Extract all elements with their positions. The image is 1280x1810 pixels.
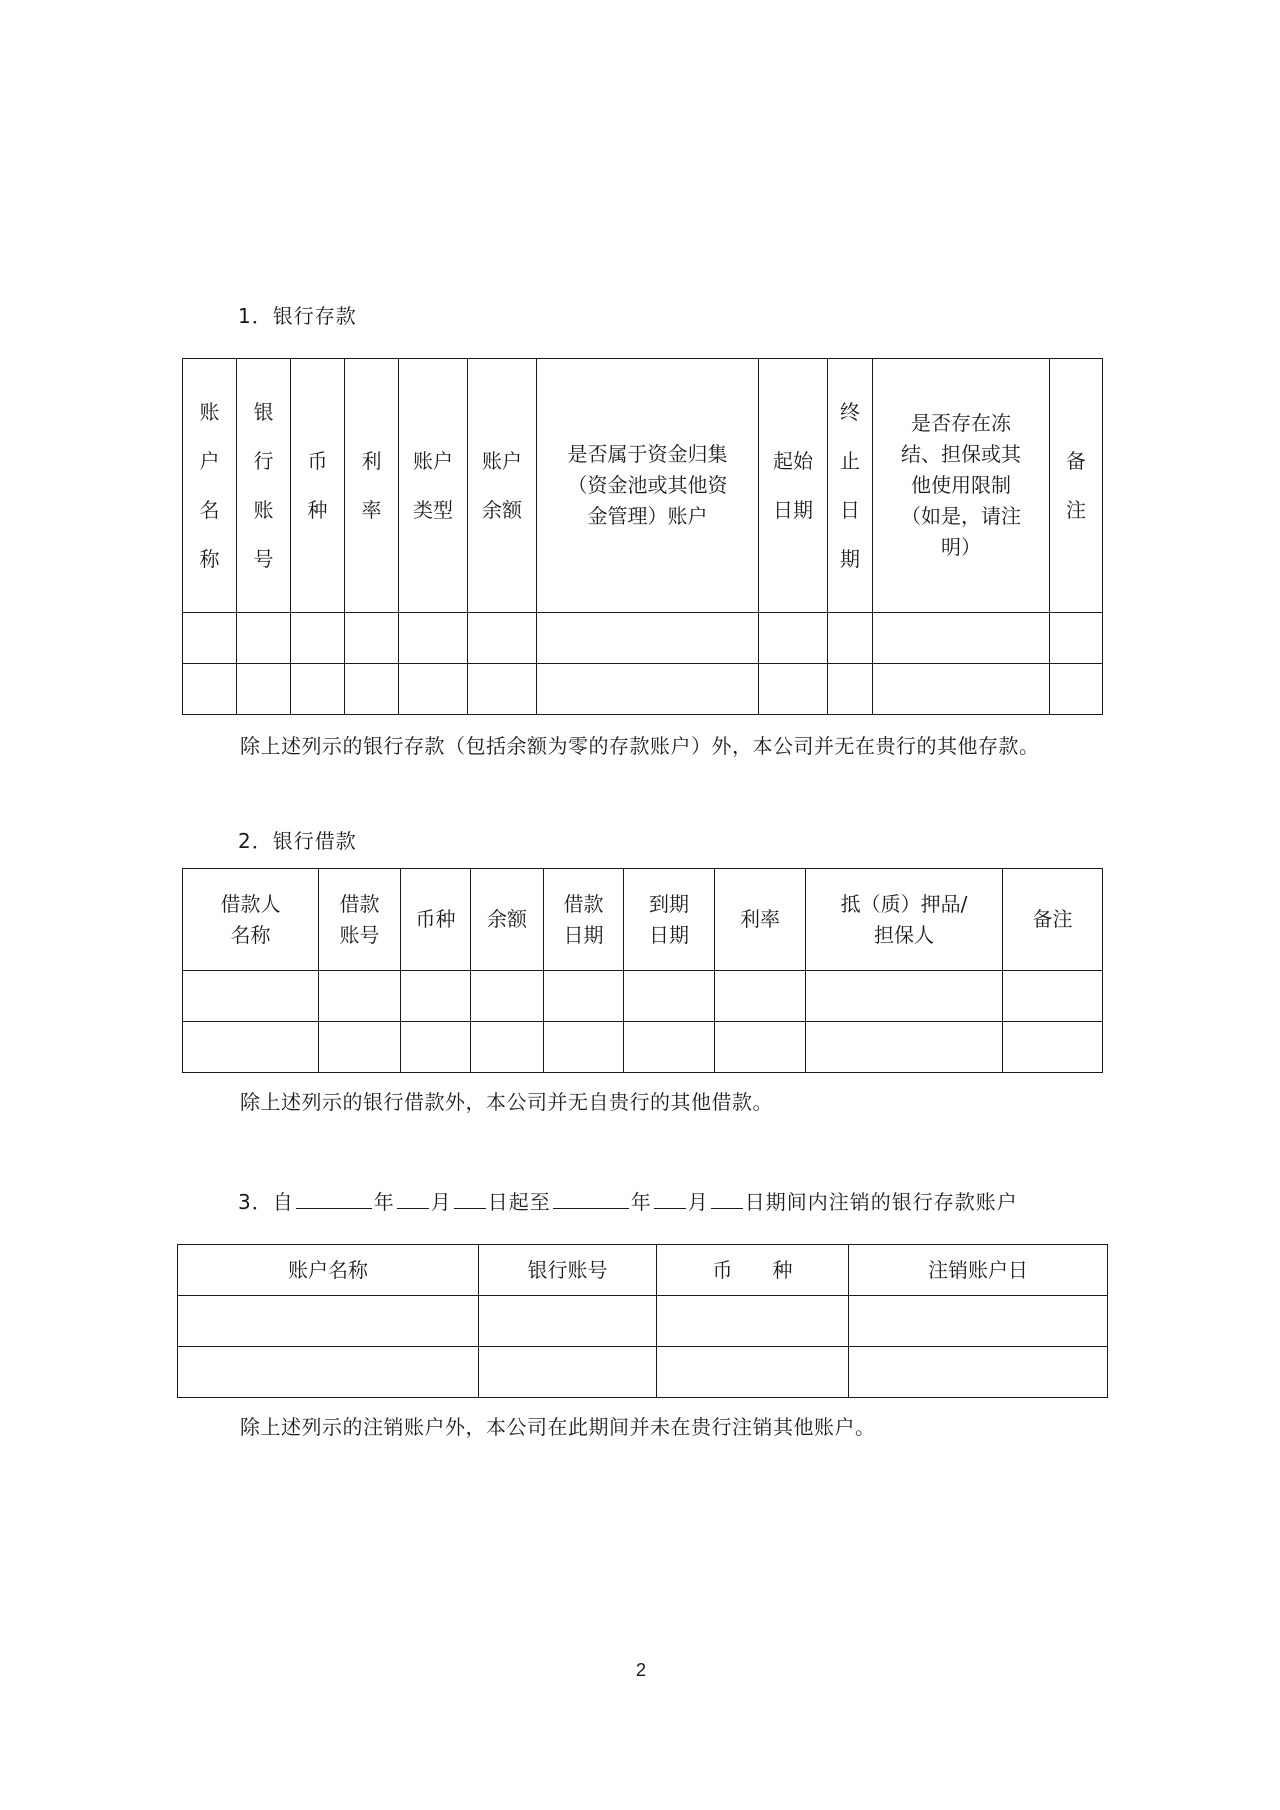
blank-month-end[interactable] [654,1188,686,1209]
blank-day-start[interactable] [454,1188,486,1209]
section3-heading: 3．自 年 月 日起至 年 月 日期间内注销的银行存款账户 [238,1190,1018,1214]
header-cell: 币 种 [657,1245,849,1296]
header-cell: 借款人 名称 [183,869,319,971]
blank-month-start[interactable] [397,1188,429,1209]
header-cell: 余额 [471,869,544,971]
section2-note: 除上述列示的银行借款外，本公司并无自贵行的其他借款。 [240,1090,773,1114]
closed-accounts-table [177,1244,1108,1398]
header-cell: 账户名称 [183,359,237,613]
header-cell: 银行账号 [237,359,291,613]
table-row [183,613,1103,664]
section1-note: 除上述列示的银行存款（包括余额为零的存款账户）外，本公司并无在贵行的其他存款。 [240,734,1040,758]
header-cell: 银行账号 [479,1245,657,1296]
header-cell: 账户类型 [399,359,468,613]
table-row [183,1022,1103,1073]
header-cell: 是否属于资金归集 （资金池或其他资 金管理）账户 [537,359,759,613]
header-cell: 到期 日期 [624,869,715,971]
header-cell: 备注 [1050,359,1103,613]
header-cell: 借款 账号 [319,869,401,971]
header-cell: 利率 [345,359,399,613]
table-row [178,1347,1108,1398]
header-cell: 是否存在冻 结、担保或其 他使用限制 （如是，请注 明） [873,359,1050,613]
table-row [178,1296,1108,1347]
blank-day-end[interactable] [711,1188,743,1209]
page-number: 2 [636,1660,647,1680]
table-row [183,971,1103,1022]
header-cell: 账户名称 [178,1245,479,1296]
header-cell: 备注 [1003,869,1103,971]
section3-note: 除上述列示的注销账户外，本公司在此期间并未在贵行注销其他账户。 [240,1415,876,1439]
header-cell: 抵（质）押品/ 担保人 [806,869,1003,971]
bank-loans-table [182,868,1103,1073]
table-header-row [183,359,1103,613]
blank-year-start[interactable] [296,1188,372,1209]
table-header-row [178,1245,1108,1296]
header-cell: 币种 [291,359,345,613]
bank-deposits-table [182,358,1103,715]
table-row [183,664,1103,715]
header-cell: 起始日期 [759,359,828,613]
header-cell: 注销账户日 [849,1245,1108,1296]
header-cell: 币种 [401,869,471,971]
section1-heading: 1．银行存款 [238,304,357,328]
header-cell: 终止日期 [828,359,873,613]
section2-heading: 2．银行借款 [238,829,357,853]
header-cell: 账户余额 [468,359,537,613]
header-cell: 利率 [715,869,806,971]
blank-year-end[interactable] [553,1188,629,1209]
header-cell: 借款 日期 [544,869,624,971]
table-header-row [183,869,1103,971]
